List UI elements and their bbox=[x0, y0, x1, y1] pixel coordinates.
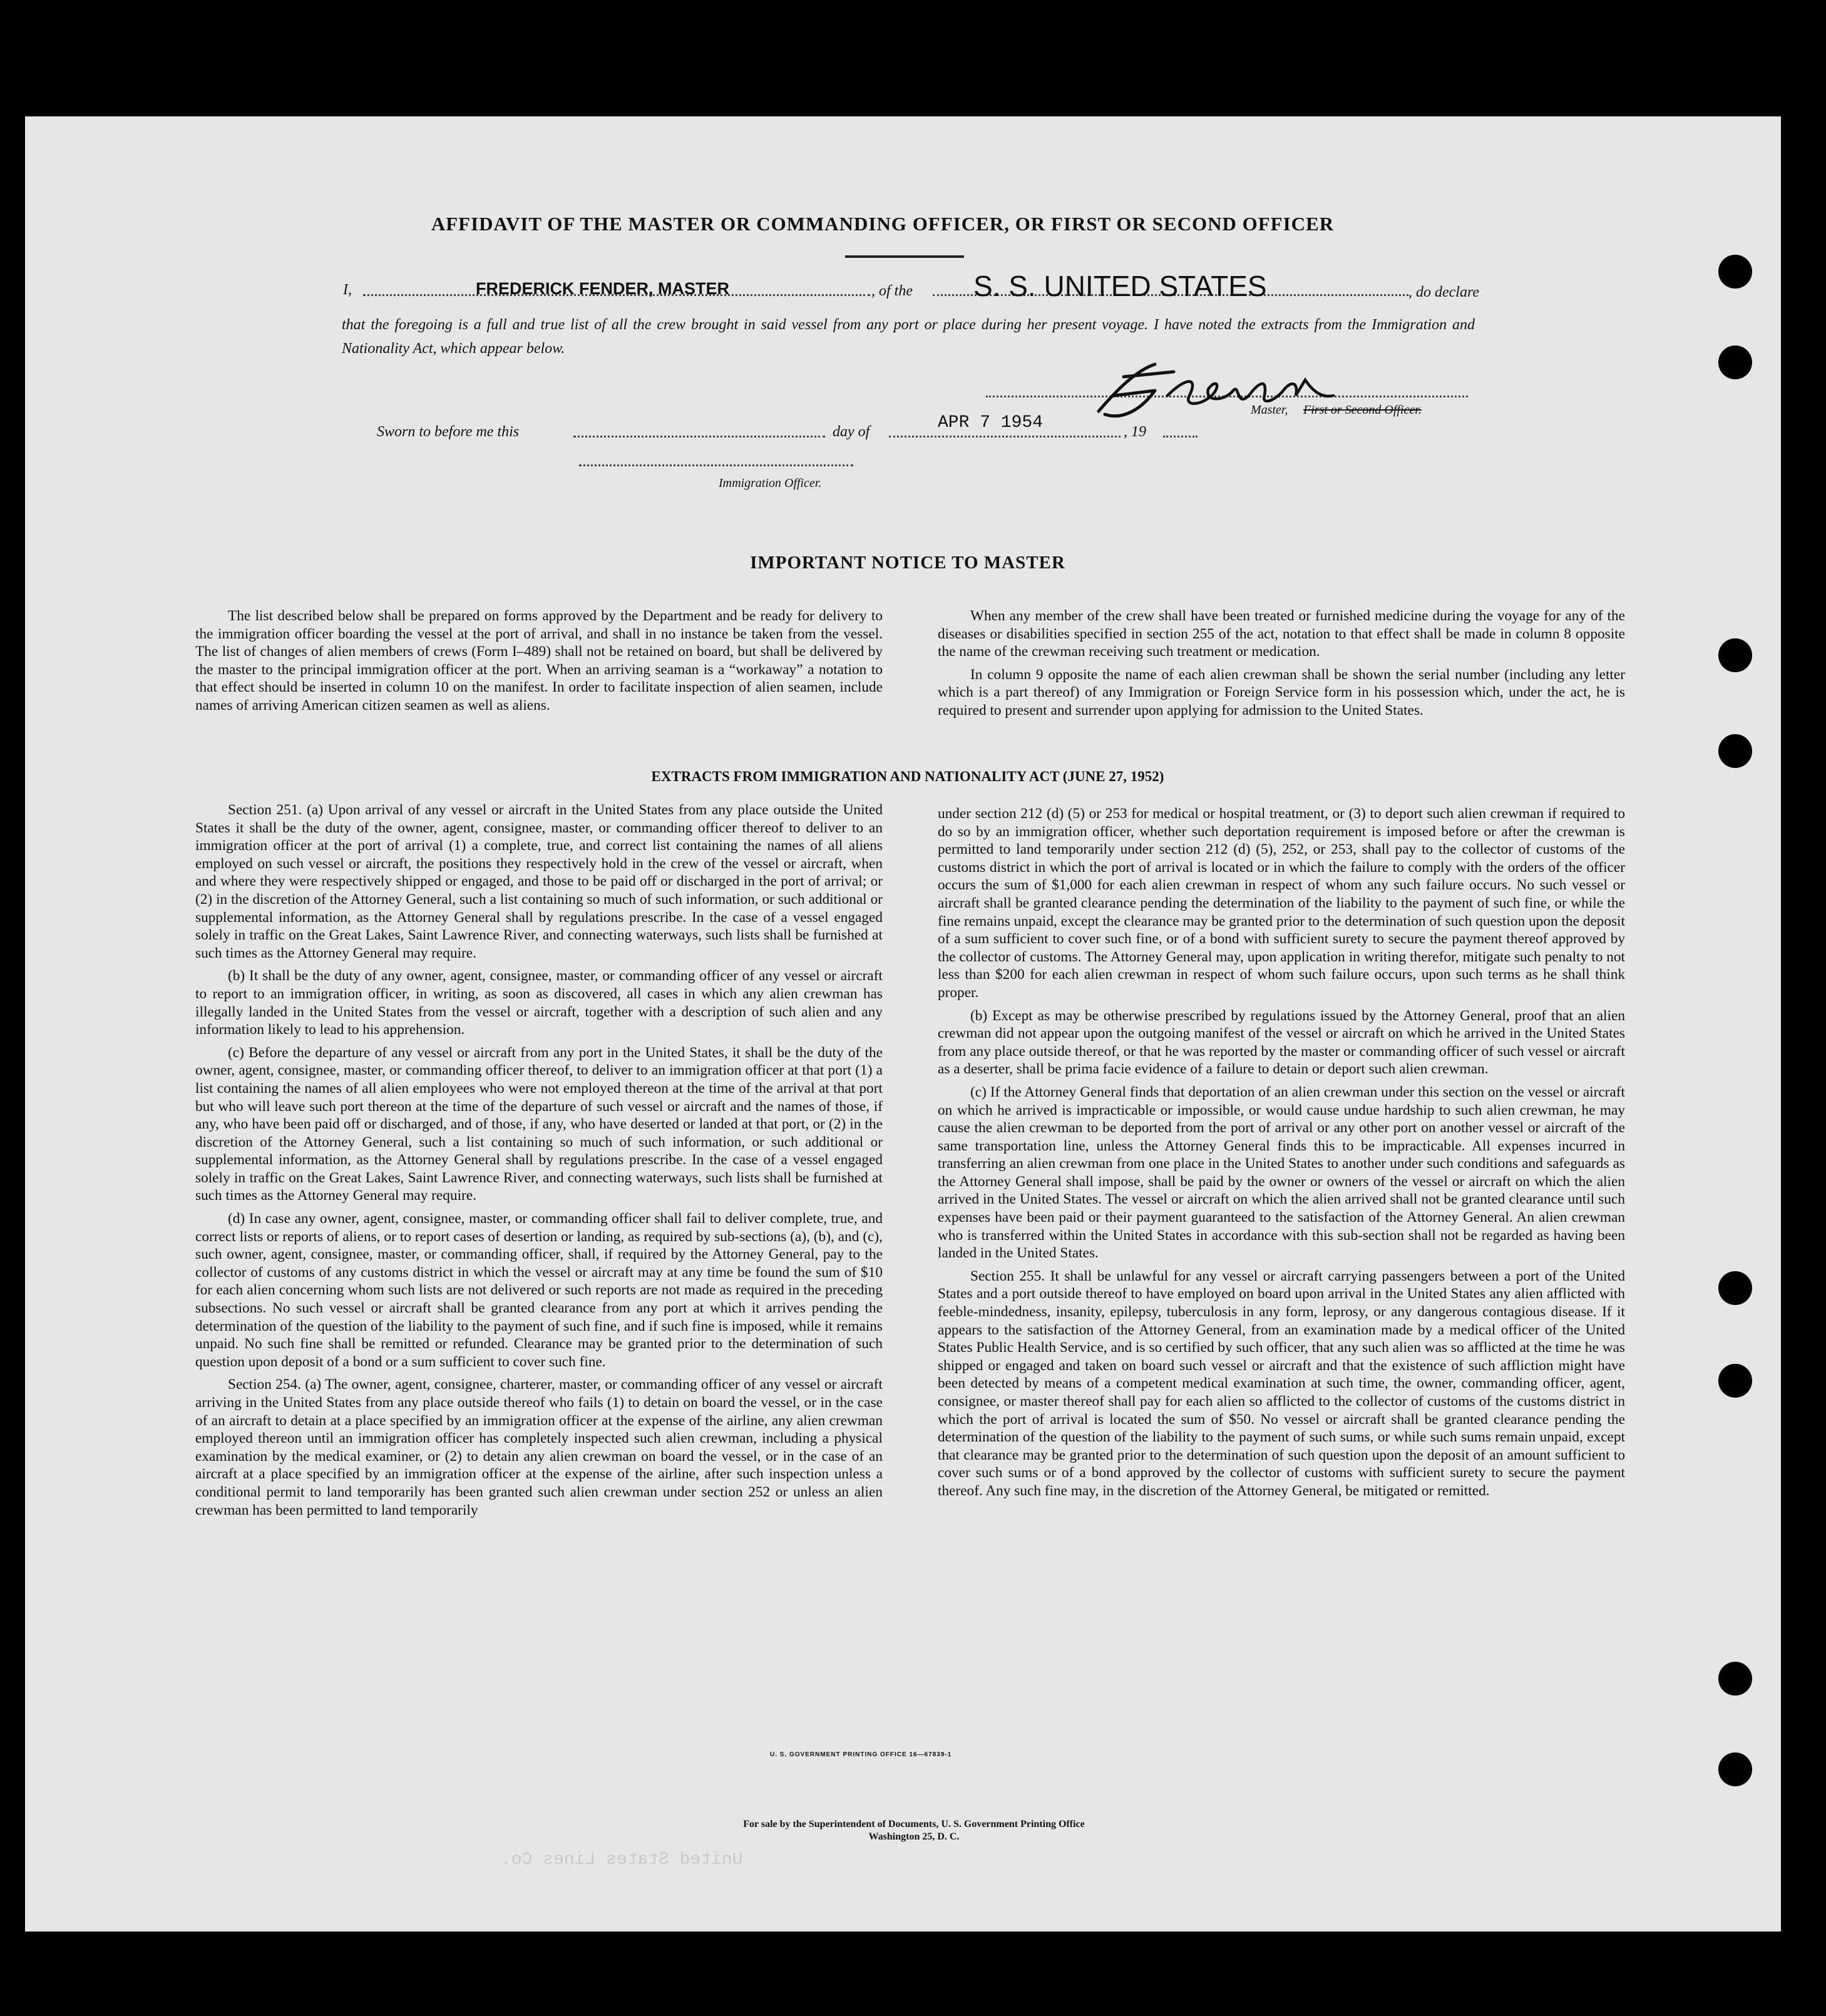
signature-caption-struck: First or Second Officer. bbox=[1303, 403, 1422, 417]
act-section: under section 212 (d) (5) or 253 for medical or hospital treatment, or (3) to deport such alien crewman if required to do so by an immigration officer, whether such deportation requirement is imposed before or after the crewman is permitted to land temporarily under section 212 (d) (5), 252, or 253, shall pay to the collector of customs of the customs district in which the port of arrival is located or in which the failure to comply with the orders of the officer occurs the sum of $1,000 for each alien crewman in respect of whom any such failure occurs. No such vessel or aircraft shall be granted clearance pending the determination of the liability to the payment of such fine, or while the fine remains unpaid, except the clearance may be granted prior to the determination of such question upon the deposit of a sum sufficient to cover such fine, or of a bond with sufficient surety to secure the payment thereof approved by the collector of customs. The Attorney General may, upon application in writing therefor, mitigate such penalty to not less than $200 for each alien crewman in respect of whom such failure occurs, upon such terms as he shall think proper. bbox=[938, 806, 1625, 1001]
act-section: Section 254. (a) The owner, agent, consignee, charterer, master, or commanding officer of any vessel or aircraft arriving in the United States from any place outside thereof who fails (1) to detain on board the vessel, or in the case of an aircraft to detain at a place specified by an immigration officer at the expense of the airline, any alien crewman employed thereon until an immigration officer has completely inspected such alien crewman, including a physical examination by the medical examiner, or (2) to detain any alien crewman on board the vessel, or in the case of an aircraft at a place specified by an immigration officer at the expense of the airline, after such inspection unless a conditional permit to land temporarily has been granted such alien crewman under section 252 or unless an alien crewman has been permitted to land temporarily bbox=[195, 1376, 883, 1518]
act-section: Section 251. (a) Upon arrival of any vessel or aircraft in the United States from any place outside the United States it shall be the duty of the owner, agent, consignee, master, or commanding officer thereof to deliver to an immigration officer at the port of arrival (1) a complete, true, and correct list containing the names of all aliens employed on such vessel or aircraft, the positions they respectively hold in the crew of the vessel or aircraft, when and where they were respectively shipped or engaged, and those to be paid off or discharged in the port of arrival; or (2) in the discretion of the Attorney General, such a list containing so much of such information, or such additional or supplemental information, as the Attorney General shall by regulations prescribe. In the case of a vessel engaged solely in traffic on the Great Lakes, Saint Lawrence River, and connecting waterways, such lists shall be furnished at such times as the Attorney General may require. bbox=[195, 802, 883, 961]
act-section: Section 255. It shall be unlawful for any vessel or aircraft carrying passengers between a port of the United States and a port outside thereof to have employed on board upon arrival in the United States any alien afflicted with feeble-mindedness, insanity, epilepsy, tuberculosis in any form, leprosy, or any dangerous contagious disease. If it appears to the satisfaction of the Attorney General, from an examination made by a medical officer of the United States Public Health Service, and is so certified by such officer, that any such alien was so afflicted at the time he was shipped or engaged and taken on board such vessel or aircraft and that the existence of such affliction might have been detected by means of a competent medical examination at such time, the owner, commanding officer, agent, consignee, or master thereof shall pay for each alien so afflicted to the collector of customs of the customs district in which the port of arrival is located the sum of $50. No vessel or aircraft shall be granted clearance pending the determination of the question of the liability to the payment of such sums, or while such sums remain unpaid, except that clearance may be granted prior to the determination of such question upon the deposit of an amount sufficient to cover such sums or of a bond approved by the collector of customs with sufficient surety to secure the payment thereof. Any such fine may, in the discretion of the Attorney General, be mitigated or remitted. bbox=[938, 1267, 1625, 1499]
affidavit-title: AFFIDAVIT OF THE MASTER OR COMMANDING OFFICER, OR FIRST OR SECOND OFFICER bbox=[431, 213, 1335, 235]
notice-paragraph: In column 9 opposite the name of each alien crewman shall be shown the serial number (including any letter which is a part thereof) of any Immigration or Foreign Service form in his possession which, under the act, he is required to present and surrender upon applying for admission to the United States. bbox=[938, 666, 1625, 719]
declarant-prefix: I, bbox=[343, 282, 352, 298]
master-name-entry: FREDERICK FENDER, MASTER bbox=[476, 279, 730, 298]
officer-signature-line bbox=[579, 464, 853, 466]
do-declare-label: , do declare bbox=[1408, 284, 1480, 300]
notice-left-column bbox=[195, 607, 883, 715]
extracts-right-column bbox=[938, 805, 1625, 1500]
binder-hole bbox=[1718, 255, 1752, 289]
officer-caption: Immigration Officer. bbox=[719, 476, 822, 490]
extracts-heading: EXTRACTS FROM IMMIGRATION AND NATIONALITY ACT (JUNE 27, 1952) bbox=[651, 769, 1164, 784]
notice-heading: IMPORTANT NOTICE TO MASTER bbox=[750, 553, 1065, 573]
notice-paragraph: The list described below shall be prepared on forms approved by the Department and be ready for delivery to the immigration officer boarding the vessel at the port of arrival, and shall in no instance be taken from the vessel. The list of changes of alien members of crews (Form I–489) shall not be retained on board, but shall be delivered by the master to the principal immigration officer at the port. When an arriving seaman is a “workaway” a notation to that effect should be inserted in column 10 on the manifest. In order to facilitate inspection of alien seamen, include names of arriving American citizen seamen as well as aliens. bbox=[195, 608, 883, 714]
extracts-left-column bbox=[195, 801, 883, 1519]
bleed-through-text: United States Lines Co. bbox=[501, 1850, 743, 1870]
sworn-month-line bbox=[889, 436, 1121, 437]
sale-notice-line2: Washington 25, D. C. bbox=[868, 1831, 960, 1842]
sworn-day-line bbox=[573, 436, 825, 437]
binder-hole bbox=[1718, 1752, 1752, 1786]
act-section: (b) It shall be the duty of any owner, agent, consignee, master, or commanding officer of any vessel or aircraft to report to an immigration officer, in writing, as soon as discovered, all cases in which any alien crewman has illegally landed in the United States from the vessel or aircraft, together with a description of such alien and any information likely to lead to his apprehension. bbox=[195, 968, 883, 1038]
binder-hole bbox=[1718, 734, 1752, 768]
declaration-text: that the foregoing is a full and true list of all the crew brought in said vessel from any port or place during her present voyage. I have noted the extracts from the Immigration and Nationality Act, which appear below. bbox=[342, 317, 1475, 357]
sworn-label: Sworn to before me this bbox=[377, 424, 520, 440]
nineteen-label: , 19 bbox=[1124, 424, 1146, 440]
binder-hole bbox=[1718, 1364, 1752, 1398]
day-of-label: day of bbox=[833, 424, 870, 440]
of-the-label: , of the bbox=[871, 283, 913, 299]
notice-right-column bbox=[938, 607, 1625, 720]
binder-hole bbox=[1718, 1271, 1752, 1305]
act-section: (b) Except as may be otherwise prescribed by regulations issued by the Attorney General, proof that an alien crewman did not appear upon the outgoing manifest of the vessel or aircraft on which he arrived in the United States from any place outside thereof, or that he was reported by the master or commanding officer of such vessel or aircraft as a deserter, shall be prima facie evidence of a failure to detain or deport such alien crewman. bbox=[938, 1007, 1625, 1078]
binder-hole bbox=[1718, 638, 1752, 672]
act-section: (c) Before the departure of any vessel or aircraft from any port in the United States, it shall be the duty of the owner, agent, consignee, master, or commanding officer thereof, to deliver to an immigration officer at that port (1) a list containing the names of all alien employees who were not employed thereon at the time of the arrival at that port but who will leave such port thereon at the time of the departure of such vessel or aircraft and the names of those, if any, who have been paid off or discharged, and of those, if any, who have deserted or landed at that port, or (2) in the discretion of the Attorney General, such a list containing so much of such information, or such additional or supplemental information, as the Attorney General shall by regulations prescribe. In the case of a vessel engaged solely in traffic on the Great Lakes, Saint Lawrence River, and connecting waterways, such lists shall be furnished at such times as the Attorney General may require. bbox=[195, 1044, 883, 1204]
year-line bbox=[1163, 436, 1198, 437]
printer-imprint: U. S. GOVERNMENT PRINTING OFFICE 16—67839-1 bbox=[770, 1751, 952, 1758]
act-section: (c) If the Attorney General finds that deportation of an alien crewman under this section on the vessel or aircraft on which he arrived is impracticable or impossible, or would cause undue hardship to such alien crewman, he may cause the alien crewman to be deported from the port of arrival or any other port on another vessel or aircraft of the same transportation line, unless the Attorney General finds this to be impracticable. All expenses incurred in transferring an alien crewman from one place in the United States to another under such conditions and safeguards as the Attorney General shall impose, shall be paid by the owner or owners of the vessel or aircraft on which the alien arrived in the United States. The vessel or aircraft on which the alien arrived shall not be granted clearance until such expenses have been paid or their payment guaranteed to the satisfaction of the Attorney General. An alien crewman who is transferred within the United States in accordance with this sub-section shall not be regarded as having been landed in the United States. bbox=[938, 1083, 1625, 1262]
act-section: (d) In case any owner, agent, consignee, master, or commanding officer shall fail to deliver complete, true, and correct lists or reports of aliens, or to report cases of desertion or landing, as required by sub-sections (a), (b), and (c), such owner, agent, consignee, master, or commanding officer, shall, if required by the Attorney General, pay to the collector of customs of any customs district in which the vessel or aircraft may at any time be found the sum of $10 for each alien concerning whom such lists are not delivered or such reports are not made as required in the preceding subsections. No such vessel or aircraft shall be granted clearance from any port at which it arrives pending the determination of the question of the liability to the payment of such fine, and if such fine is imposed, while it remains unpaid. No such fine shall be remitted or refunded. Clearance may be granted prior to the determination of such question upon deposit of a bond or a sum sufficient to cover such fine. bbox=[195, 1210, 883, 1370]
signature-caption-master: Master, bbox=[1251, 403, 1288, 417]
title-rule bbox=[845, 255, 964, 258]
binder-hole bbox=[1718, 345, 1752, 379]
binder-hole bbox=[1718, 1662, 1752, 1696]
sale-notice-line1: For sale by the Superintendent of Documents, U. S. Government Printing Office bbox=[743, 1819, 1085, 1829]
sworn-date-stamp: APR 7 1954 bbox=[938, 413, 1044, 432]
notice-paragraph: When any member of the crew shall have been treated or furnished medicine during the voyage for any of the diseases or disabilities specified in section 255 of the act, notation to that effect shall be made in column 8 opposite the name of the crewman receiving such treatment or medication. bbox=[938, 608, 1625, 660]
vessel-name-entry: S. S. UNITED STATES bbox=[973, 270, 1267, 302]
